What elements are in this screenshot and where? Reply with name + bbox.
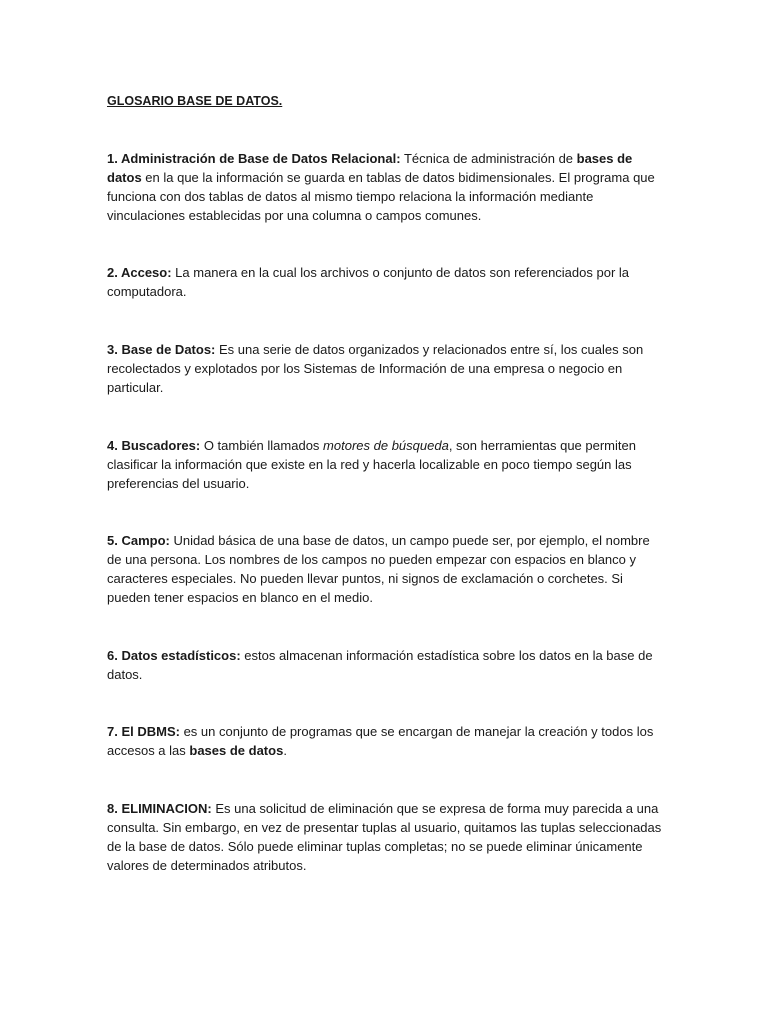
entry-emphasis: bases de datos bbox=[189, 743, 284, 758]
entry-italic: motores de búsqueda bbox=[323, 438, 449, 453]
entry-term: 8. ELIMINACION: bbox=[107, 801, 212, 816]
entry-text: es un conjunto de programas que se encargan de manejar la creación y todos los accesos a las bbox=[107, 724, 654, 758]
entry-text: Es una serie de datos organizados y relacionados entre sí, los cuales son recolectados y explotados por los Sistemas de Información de una empresa o negocio en particular. bbox=[107, 342, 644, 395]
glossary-entry-3 bbox=[107, 340, 663, 397]
entry-term: 4. Buscadores: bbox=[107, 438, 201, 453]
entry-term: 3. Base de Datos: bbox=[107, 342, 216, 357]
document-title: GLOSARIO BASE DE DATOS. bbox=[107, 94, 283, 108]
entry-term: 5. Campo: bbox=[107, 533, 170, 548]
glossary-entry-6 bbox=[107, 646, 663, 684]
glossary-entry-8 bbox=[107, 799, 663, 875]
entry-text: O también llamados bbox=[200, 438, 324, 453]
entry-term: 7. El DBMS: bbox=[107, 724, 180, 739]
glossary-entry-1 bbox=[107, 149, 663, 225]
document-page bbox=[107, 93, 663, 873]
entry-text: , son herramientas que permiten clasificar la información que existe en la red y hacerla localizable en poco tiempo según las preferencias del usuario. bbox=[107, 438, 636, 491]
entry-term: 2. Acceso: bbox=[107, 265, 172, 280]
entry-text: Técnica de administración de bbox=[400, 151, 577, 166]
entry-text: Es una solicitud de eliminación que se expresa de forma muy parecida a una consulta. Sin embargo, en vez de presentar tuplas al usuario, quitamos las tuplas seleccionadas de la base de datos. Sólo puede eliminar tuplas completas; no se puede eliminar únicamente valores de determinados atributos. bbox=[107, 801, 662, 873]
entry-term: 1. Administración de Base de Datos Relacional: bbox=[107, 151, 401, 166]
entry-text: Unidad básica de una base de datos, un campo puede ser, por ejemplo, el nombre de una persona. Los nombres de los campos no pueden empezar con espacios en blanco y caracteres especiales. No pueden llevar puntos, ni signos de exclamación o corchetes. Si pueden tener espacios en blanco en el medio. bbox=[107, 533, 650, 605]
entry-emphasis: bases de datos bbox=[107, 151, 633, 185]
glossary-entry-2 bbox=[107, 263, 663, 301]
entry-term: 6. Datos estadísticos: bbox=[107, 648, 241, 663]
glossary-entry-4 bbox=[107, 436, 663, 493]
entry-text: estos almacenan información estadística sobre los datos en la base de datos. bbox=[107, 648, 653, 682]
glossary-entry-7 bbox=[107, 722, 663, 760]
entry-text: . bbox=[283, 743, 287, 758]
entry-text: en la que la información se guarda en tablas de datos bidimensionales. El programa que funciona con dos tablas de datos al mismo tiempo relaciona la información mediante vinculaciones establecidas por una columna o campos comunes. bbox=[107, 170, 655, 223]
entry-text: La manera en la cual los archivos o conjunto de datos son referenciados por la computadora. bbox=[107, 265, 630, 299]
glossary-entry-5 bbox=[107, 531, 663, 607]
